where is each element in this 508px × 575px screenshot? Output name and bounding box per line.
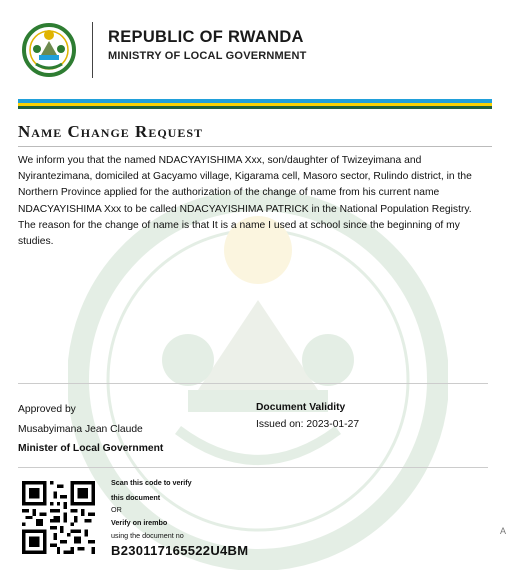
document-body: We inform you that the named NDACYAYISHIMA Xxx, son/daughter of Twizeyimana and Nyirantezimana, domiciled at Gacyamo village, Kigarama cell, Masoro sector, Rulindo district, in the Northern Province applied for the authorization of the change of name from his current name NDACYAYISHIMA Xxx to be called NDACYAYISHIMA PATRICK in the National Population Registry. The reason for the change of name is that It is a name I used at school since the beginning of my studies. [18, 155, 472, 248]
verify-instruction-3: Verify on irembo [111, 518, 168, 527]
header-title: REPUBLIC OF RWANDA [108, 28, 304, 46]
header-divider [92, 22, 93, 78]
issued-date: Issued on: 2023-01-27 [256, 419, 360, 430]
section-divider [18, 383, 488, 384]
flag-stripes [18, 99, 492, 109]
title-divider [18, 146, 492, 147]
qr-code-icon[interactable] [22, 481, 95, 554]
footer-divider [18, 467, 488, 468]
validity-label: Document Validity [256, 402, 346, 413]
document-number: B230117165522U4BM [111, 543, 249, 558]
verify-instruction-2: this document [111, 493, 161, 502]
document-title: Name Change Request [18, 122, 204, 141]
approved-by-label: Approved by [18, 404, 76, 415]
approver-name: Musabyimana Jean Claude [18, 424, 143, 435]
stripe-green [18, 106, 492, 109]
verify-or: OR [111, 505, 122, 514]
rwanda-coat-of-arms-icon [22, 22, 76, 78]
verify-instruction-1: Scan this code to verify [111, 478, 192, 487]
header-subtitle: MINISTRY OF LOCAL GOVERNMENT [108, 50, 307, 62]
approver-title: Minister of Local Government [18, 443, 164, 454]
verify-instruction-4: using the document no [111, 531, 184, 540]
edge-mark: A [500, 526, 507, 536]
